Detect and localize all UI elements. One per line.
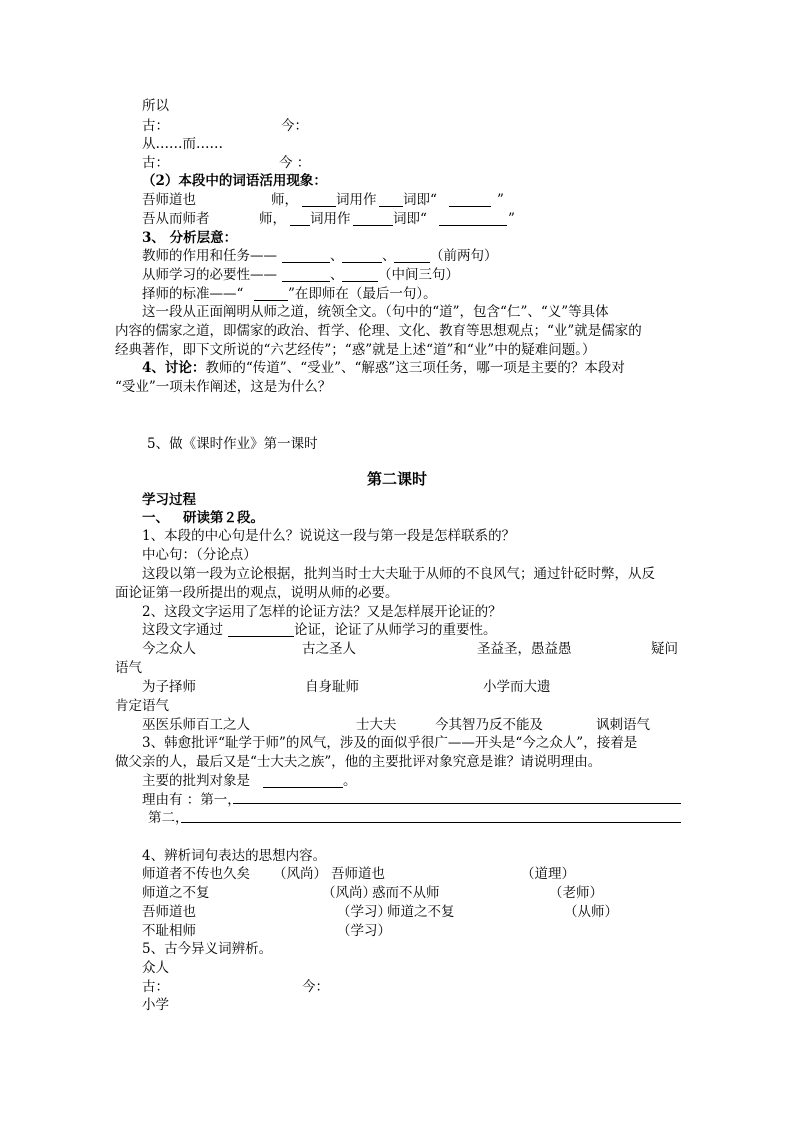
section-heading: （2）本段中的词语活用现象： <box>142 173 327 189</box>
section-heading: 学习过程 <box>142 492 196 508</box>
text-line: 这一段从正面阐明从师之道，统领全文。（句中的“道”，包含“仁”、“义”等具体 <box>142 304 609 320</box>
text-line: 经典著作，即下文所说的“六艺经传”；“惑”就是上述“道”和“业”中的疑难问题。） <box>115 342 596 358</box>
blank <box>282 249 330 263</box>
text-line: 小学 <box>142 997 169 1013</box>
text-line: 从……而…… <box>142 136 223 152</box>
blank <box>342 249 382 263</box>
text-line: 理由有 ：第一， <box>142 792 241 808</box>
text-line: 内容的儒家之道，即儒家的政治、哲学、伦理、文化、教育等思想观点；“业”就是儒家的 <box>115 323 642 339</box>
text-line: 这段以第一段为立论根据，批判当时士大夫耻于从师的不良风气；通过针砭时弊，从反 <box>142 566 655 582</box>
blank <box>439 212 507 226</box>
text-line: 面论证第一段所提出的观点，说明从师的必要。 <box>115 585 399 601</box>
text-line: 所以 <box>142 98 169 114</box>
text-line: 5、做《课时作业》第一课时 <box>147 436 318 452</box>
text-line: 语气 <box>115 660 142 676</box>
blank <box>394 249 430 263</box>
blank <box>342 268 378 282</box>
answer-line <box>233 803 681 804</box>
blank <box>228 623 294 637</box>
text-line: 第二， <box>148 810 189 826</box>
lesson-heading: 第二课时 <box>366 470 427 488</box>
text-line: 众人 <box>142 960 169 976</box>
answer-line <box>181 822 681 823</box>
text-line: 4、讨论：教师的“传道”、“受业”、“解惑”这三项任务，哪一项是主要的？本段对 <box>142 360 625 376</box>
blank <box>353 212 393 226</box>
document-page: 所以 古： 今： 从……而…… 古： 今 ： （2）本段中的词语活用现象： 吾师道也 师， 词用作 词即“ ” 吾从而师者 师， 词用作 词即“ ” 3、 分析层意： 教师的作用和任务—— 、 、 （前两句） 从师学习的必要性—— 、 （中间三句） 择师的标准——“ ”在即师在（最后一句）。 这一段从正面阐明从师之道，统领全文。（句中的“道”，包含“仁”、“义”等具体 内容的儒家之道，即儒家的政治、哲学、伦理、文化、教育等思想观点；“业”就是儒家的 经典著作，即下文所说的“六艺经传”；“惑”就是上述“道”和“业”中的疑难问题。） 4、讨论：教师的“传道”、“受业”、“解惑”这三项任务，哪一项是主要的？本段对 “受业”一项未作阐述，这是为什么？ 5、做《课时作业》第一课时 第二课时 学习过程 一、 研读第２段。 1、本段的中心句是什么？说说这一段与第一段是怎样联系的？ 中心句：（分论点） 这段以第一段为立论根据，批判当时士大夫耻于从师的不良风气；通过针砭时弊，从反 面论证第一段所提出的观点，说明从师的必要。 2、这段文字运用了怎样的论证方法？又是怎样展开论证的？ 这段文字通过 论证，论证了从师学习的重要性。 今之众人 古之圣人 圣益圣，愚益愚 疑问 语气 为子择师 自身耻师 小学而大遗 肯定语气 巫医乐师百工之人 士大夫 今其智乃反不能及 讽刺语气 3、韩愈批评“耻学于师”的风气，涉及的面似乎很广——开头是“今之众人”，接着是 做父亲的人，最后又是“士大夫之族”，他的主要批评对象究意是谁？请说明理由。 主要的批判对象是 。 理由有 ：第一， 第二， 4、辨析词句表达的思想内容。 师道者不传也久矣 （风尚） 吾师道也 （道理） 师道之不复 （风尚） 惑而不从师 （老师） 吾师道也 （学习） 师道之不复 （从师） 不耻相师 （学习） 5、古今异义词辨析。 众人 古： 今： 小学 <box>0 0 794 1123</box>
text-line: 3、韩愈批评“耻学于师”的风气，涉及的面似乎很广——开头是“今之众人”，接着是 <box>142 735 638 751</box>
text-line: 做父亲的人，最后又是“士大夫之族”，他的主要批评对象究意是谁？请说明理由。 <box>115 754 602 770</box>
text-line: 4、辨析词句表达的思想内容。 <box>142 848 327 864</box>
blank <box>302 193 336 207</box>
blank <box>290 212 310 226</box>
section-heading: 3、 分析层意： <box>142 230 238 246</box>
blank <box>254 287 288 301</box>
text-line: 肯定语气 <box>115 698 169 714</box>
text-line: 1、本段的中心句是什么？说说这一段与第一段是怎样联系的？ <box>142 528 516 544</box>
blank <box>379 193 403 207</box>
blank <box>263 774 343 788</box>
text-line: 5、古今异义词辨析。 <box>142 941 273 957</box>
text-line: “受业”一项未作阐述，这是为什么？ <box>115 379 332 395</box>
blank <box>282 268 330 282</box>
text-line: 中心句：（分论点） <box>142 547 257 563</box>
text-line: 2、这段文字运用了怎样的论证方法？又是怎样展开论证的？ <box>142 604 502 620</box>
blank <box>449 193 491 207</box>
